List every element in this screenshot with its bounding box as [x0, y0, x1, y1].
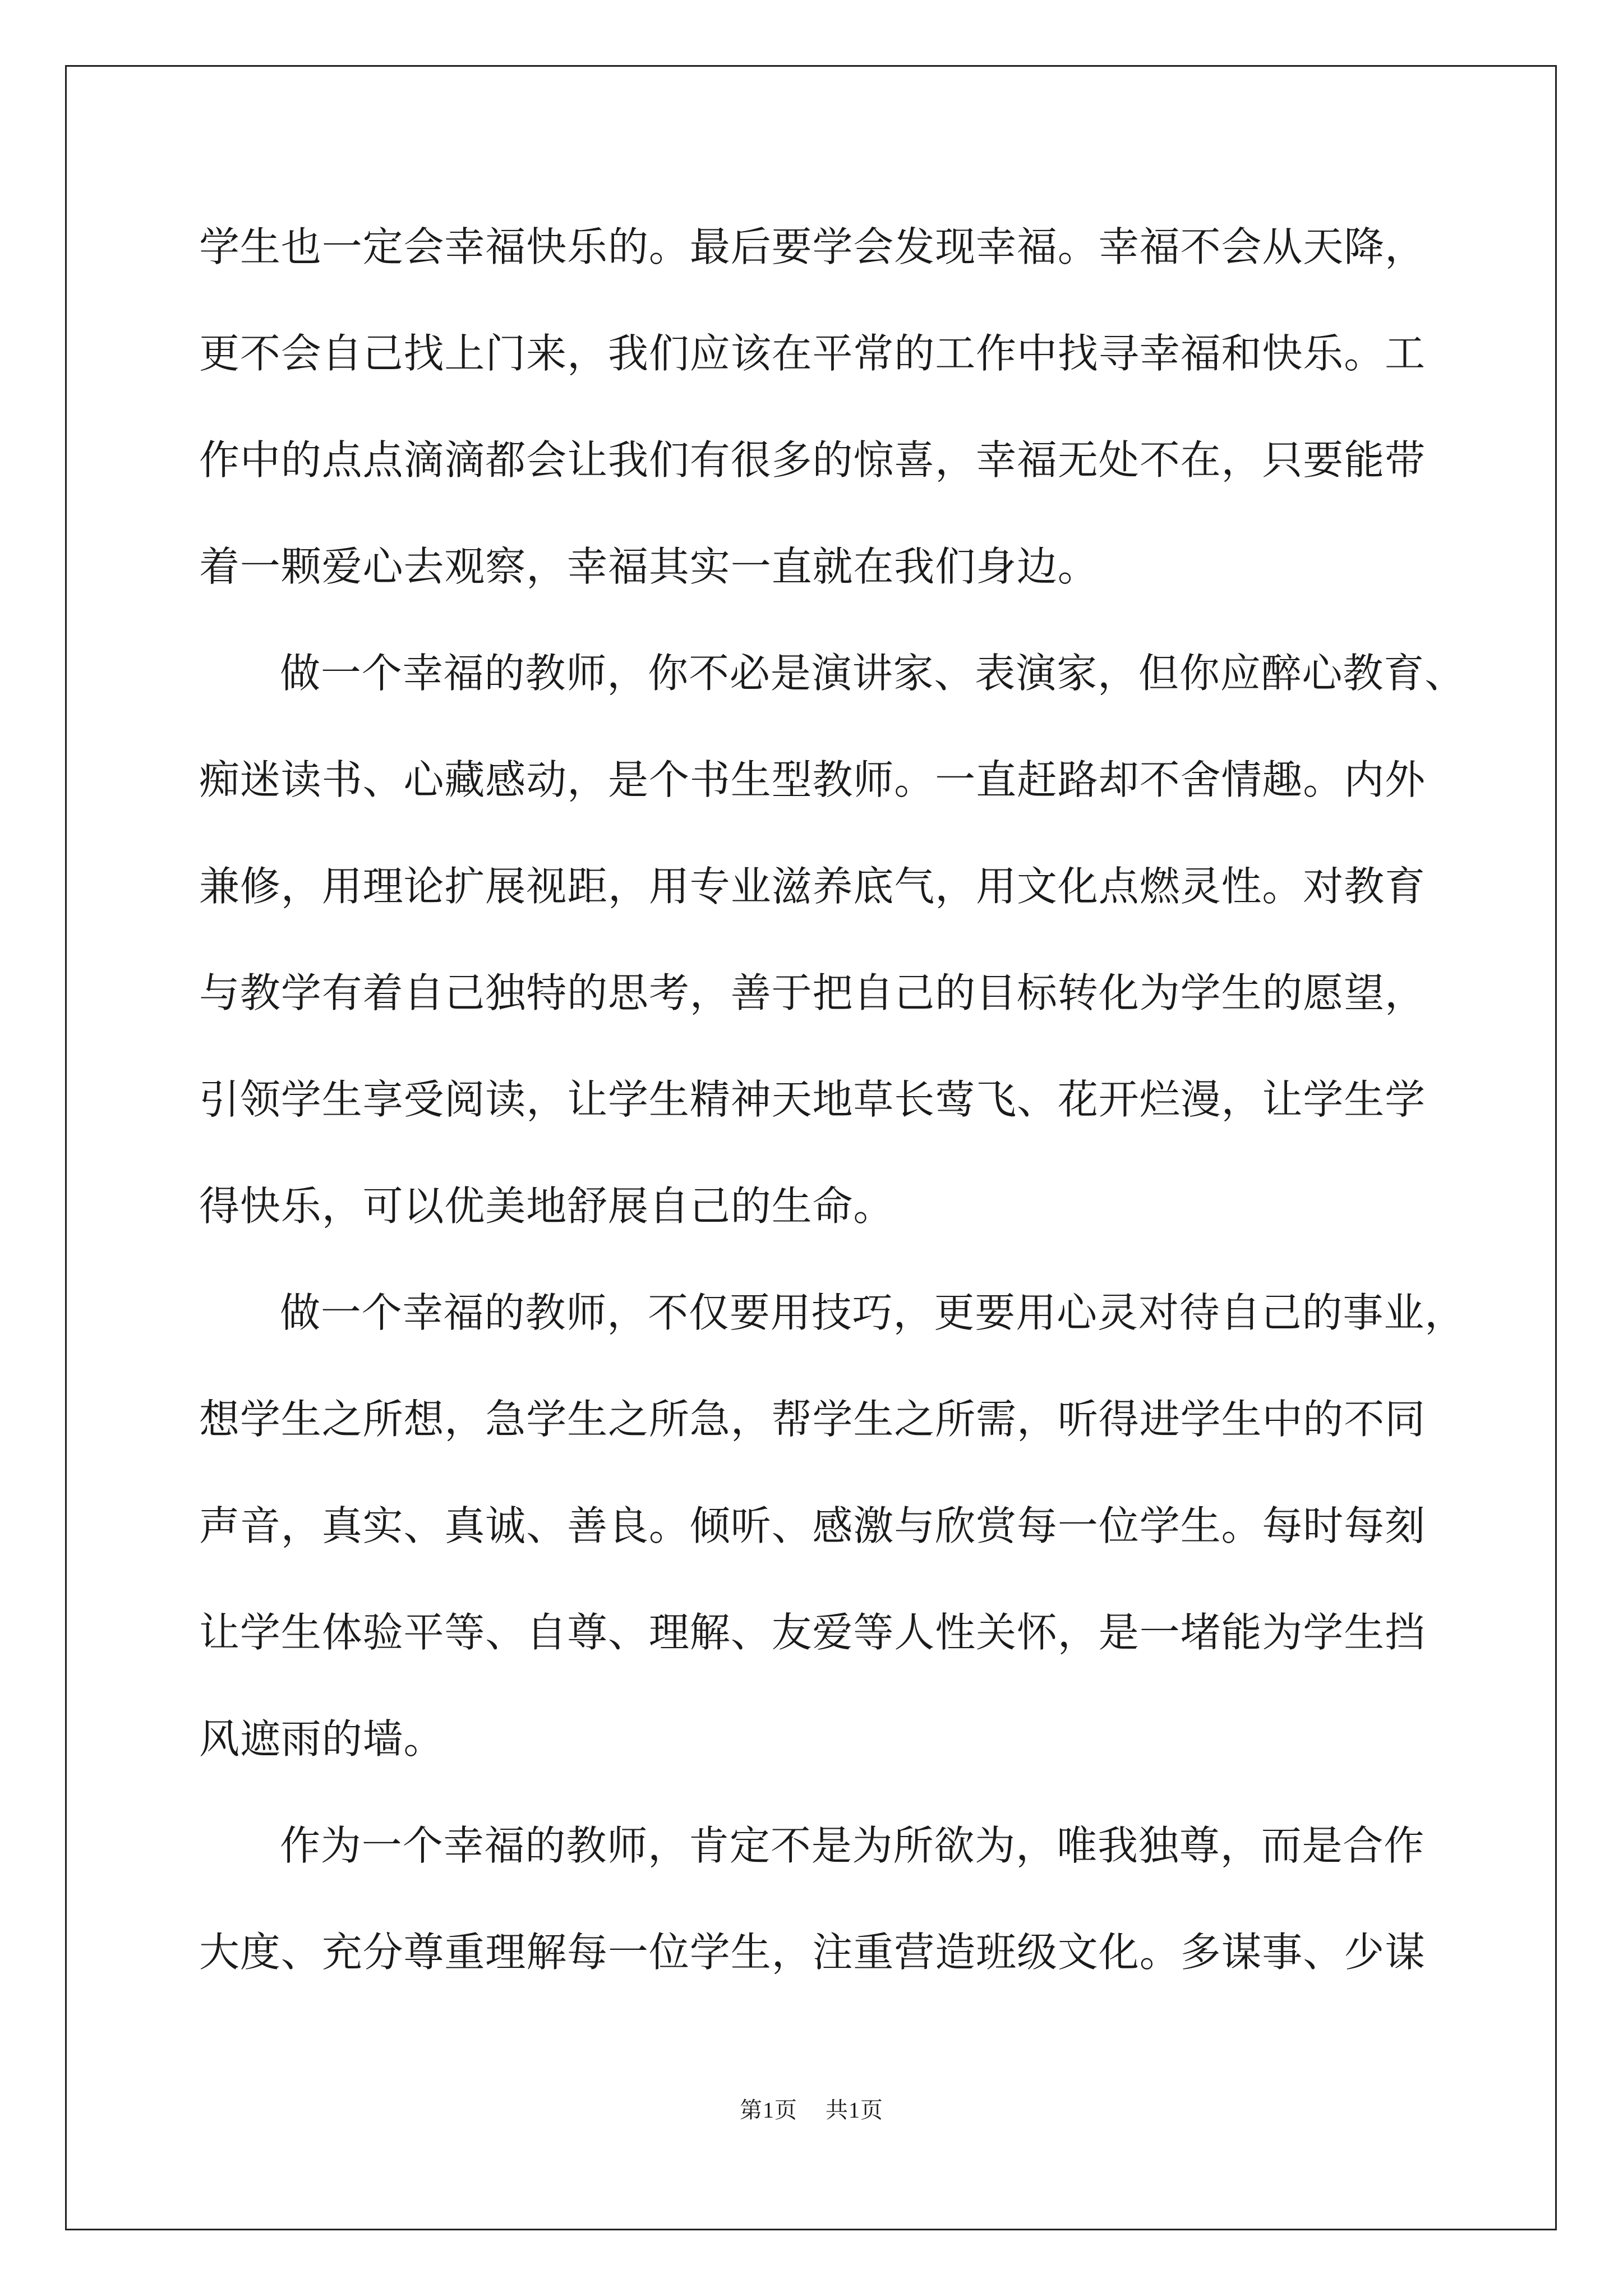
text-line: 痴迷读书、心藏感动，是个书生型教师。一直赶路却不舍情趣。内外 — [199, 756, 1426, 803]
text-line: 风遮雨的墙。 — [199, 1715, 445, 1763]
text-line: 想学生之所想，急学生之所急，帮学生之所需，听得进学生中的不同 — [199, 1396, 1426, 1443]
text-line: 着一颗爱心去观察，幸福其实一直就在我们身边。 — [199, 543, 1099, 590]
text-line: 让学生体验平等、自尊、理解、友爱等人性关怀，是一堵能为学生挡 — [199, 1609, 1426, 1656]
page-total: 共1页 — [826, 2097, 883, 2123]
text-line: 得快乐，可以优美地舒展自己的生命。 — [199, 1182, 895, 1230]
text-line: 学生也一定会幸福快乐的。最后要学会发现幸福。幸福不会从天降， — [199, 223, 1426, 270]
text-line: 引领学生享受阅读，让学生精神天地草长莺飞、花开烂漫，让学生学 — [199, 1076, 1426, 1123]
text-line: 大度、充分尊重理解每一位学生，注重营造班级文化。多谋事、少谋 — [199, 1929, 1426, 1976]
page-number: 第1页 — [740, 2097, 797, 2123]
page-footer — [0, 2092, 1623, 2124]
text-line: 更不会自己找上门来，我们应该在平常的工作中找寻幸福和快乐。工 — [199, 330, 1426, 377]
paragraph-first-line: 做一个幸福的教师，不仅要用技巧，更要用心灵对待自己的事业， — [280, 1289, 1466, 1336]
text-line: 与教学有着自己独特的思考，善于把自己的目标转化为学生的愿望， — [199, 969, 1426, 1016]
paragraph-first-line: 做一个幸福的教师，你不必是演讲家、表演家，但你应醉心教育、 — [280, 650, 1466, 697]
paragraph-first-line: 作为一个幸福的教师，肯定不是为所欲为，唯我独尊，而是合作 — [280, 1822, 1425, 1869]
text-line: 声音，真实、真诚、善良。倾听、感激与欣赏每一位学生。每时每刻 — [199, 1502, 1426, 1549]
document-body — [199, 194, 1466, 2005]
text-line: 作中的点点滴滴都会让我们有很多的惊喜，幸福无处不在，只要能带 — [199, 436, 1426, 484]
text-line: 兼修，用理论扩展视距，用专业滋养底气，用文化点燃灵性。对教育 — [199, 863, 1426, 910]
